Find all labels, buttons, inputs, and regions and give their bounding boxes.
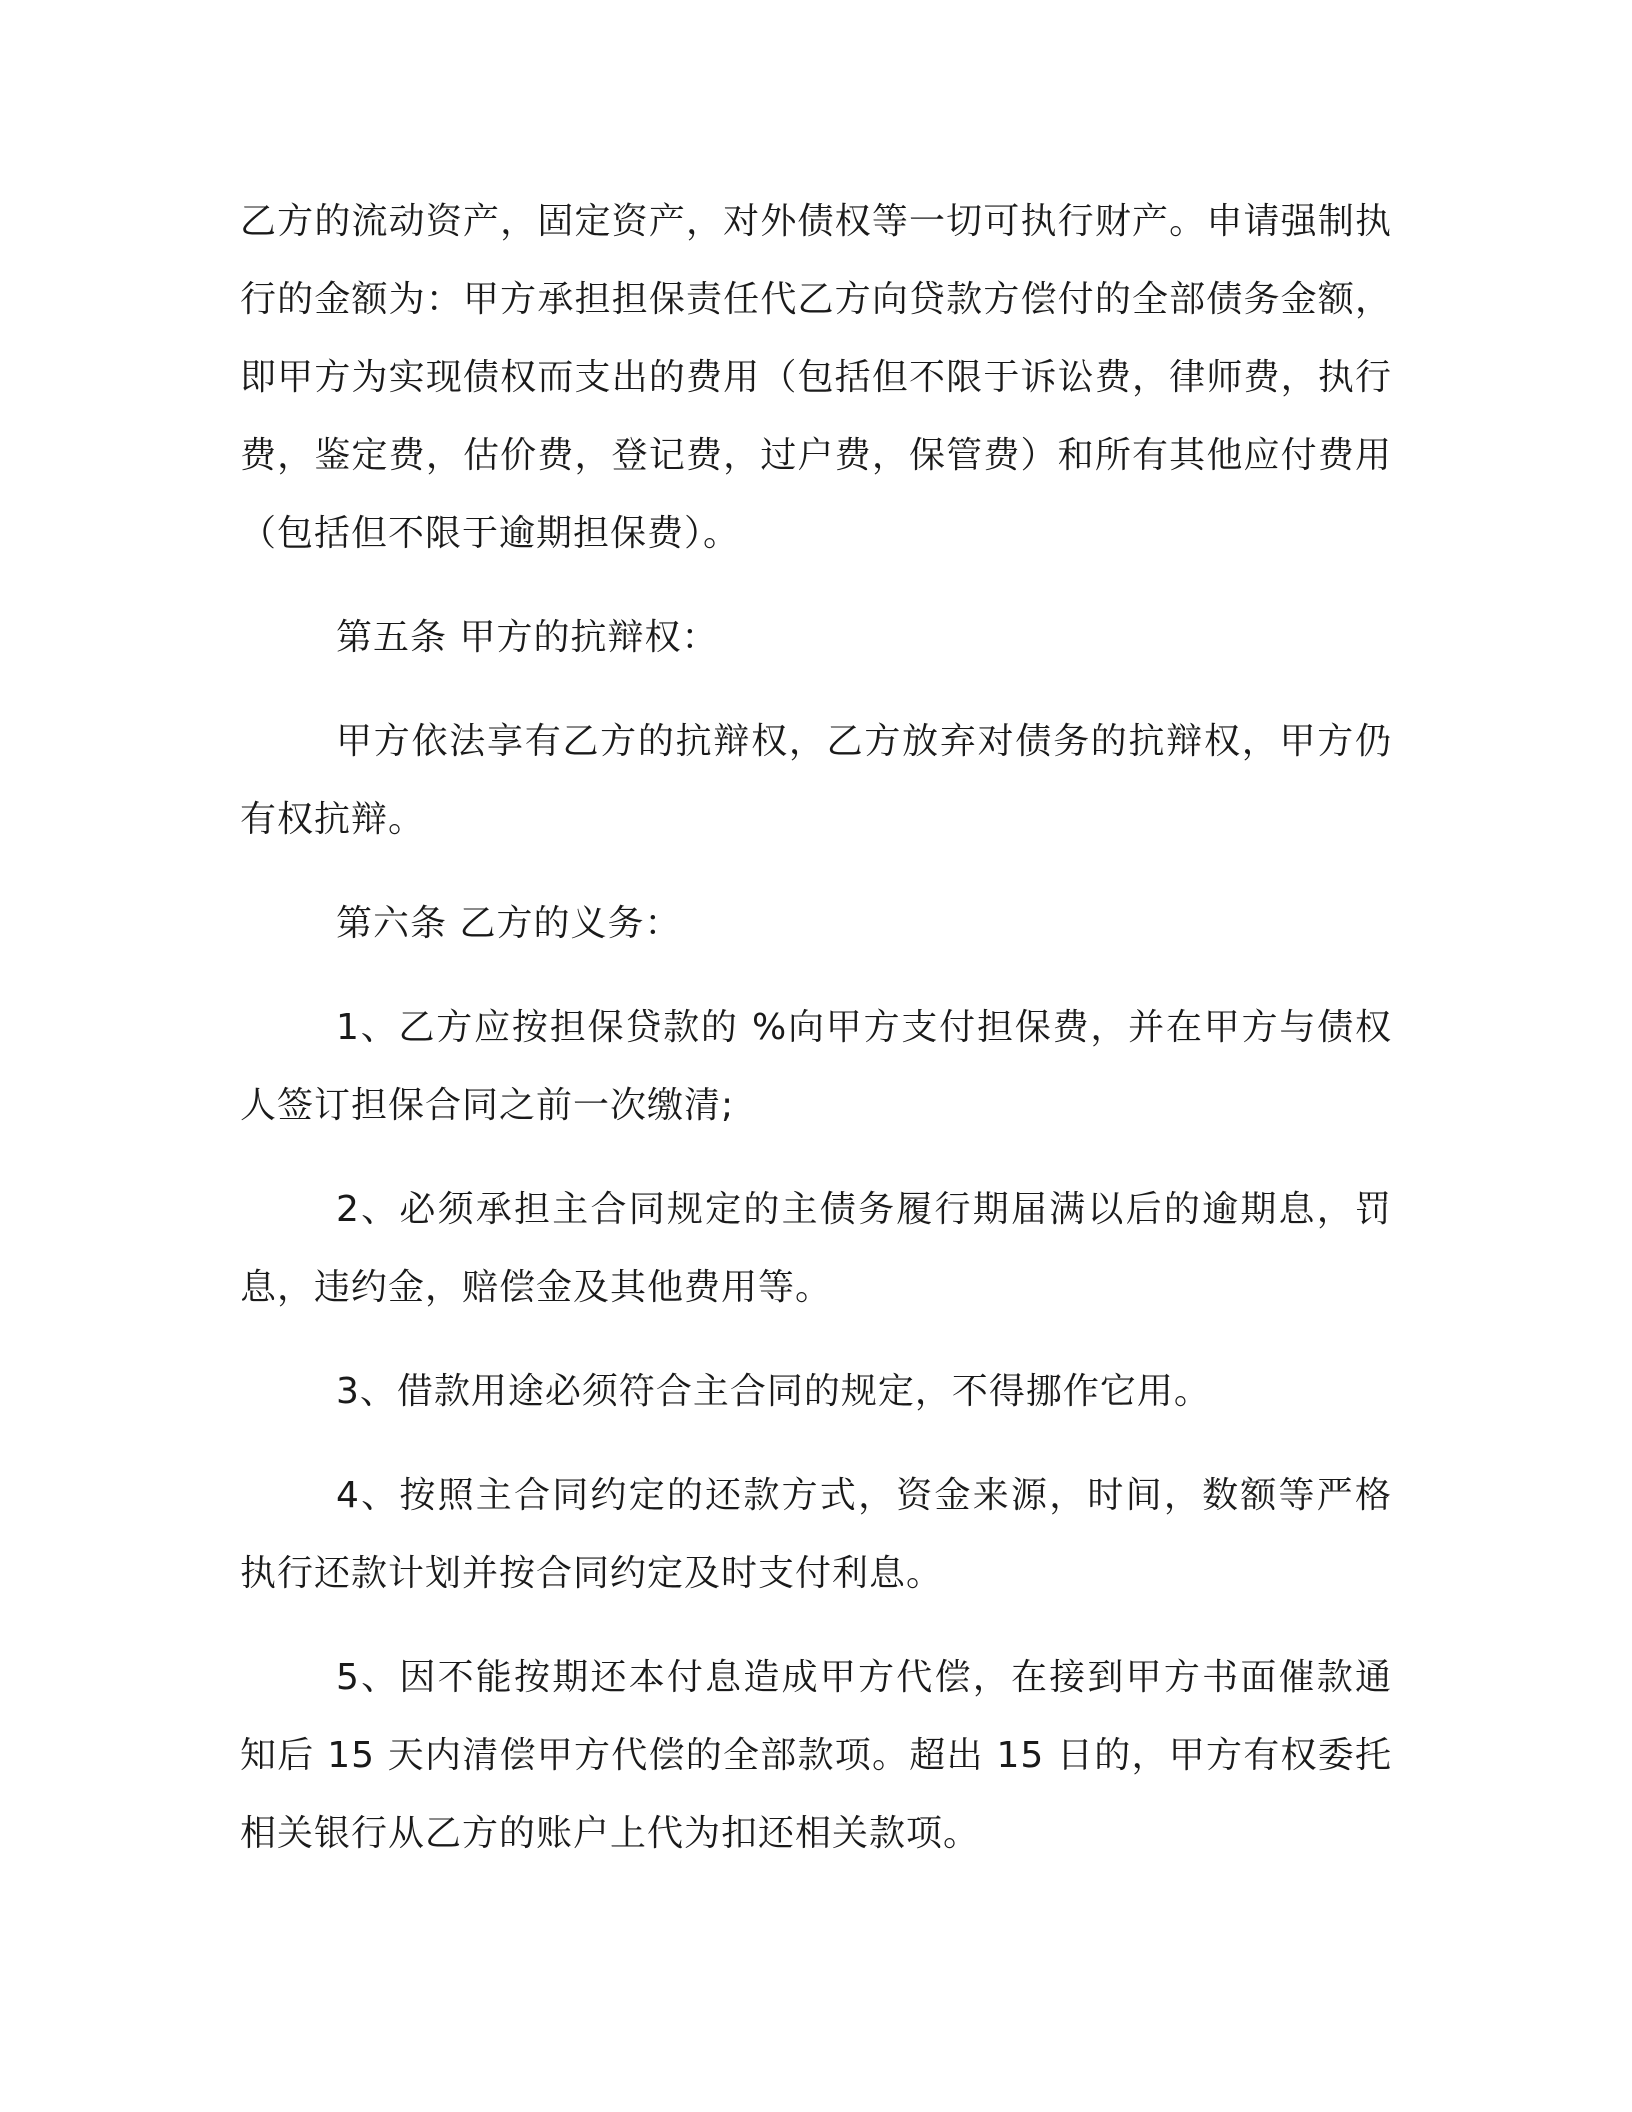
paragraph-enforcement-amount: 乙方的流动资产，固定资产，对外债权等一切可执行财产。申请强制执行的金额为：甲方承担担保责任代乙方向贷款方偿付的全部债务金额，即甲方为实现债权而支出的费用（包括但不限于诉讼费，律师费，执行费，鉴定费，估价费，登记费，过户费，保管费）和所有其他应付费用（包括但不限于逾期担保费）。	[240, 201, 1392, 554]
obligation-item-4: 4、按照主合同约定的还款方式，资金来源，时间，数额等严格执行还款计划并按合同约定及时支付利息。	[240, 1475, 1392, 1594]
article-6-heading: 第六条 乙方的义务：	[336, 903, 682, 944]
obligation-item-2: 2、必须承担主合同规定的主债务履行期届满以后的逾期息，罚息，违约金，赔偿金及其他费用等。	[240, 1189, 1392, 1308]
obligation-item-3: 3、借款用途必须符合主合同的规定，不得挪作它用。	[336, 1371, 1211, 1412]
paragraph-defense-right: 甲方依法享有乙方的抗辩权，乙方放弃对债务的抗辩权，甲方仍有权抗辩。	[240, 721, 1392, 840]
document-page	[240, 183, 1392, 1899]
obligation-item-5: 5、因不能按期还本付息造成甲方代偿，在接到甲方书面催款通知后 15 天内清偿甲方代偿的全部款项。超出 15 日的，甲方有权委托相关银行从乙方的账户上代为扣还相关款项。	[240, 1657, 1392, 1854]
article-5-heading: 第五条 甲方的抗辩权：	[336, 617, 719, 658]
obligation-item-1: 1、乙方应按担保贷款的 %向甲方支付担保费，并在甲方与债权人签订担保合同之前一次缴清;	[240, 1007, 1392, 1126]
